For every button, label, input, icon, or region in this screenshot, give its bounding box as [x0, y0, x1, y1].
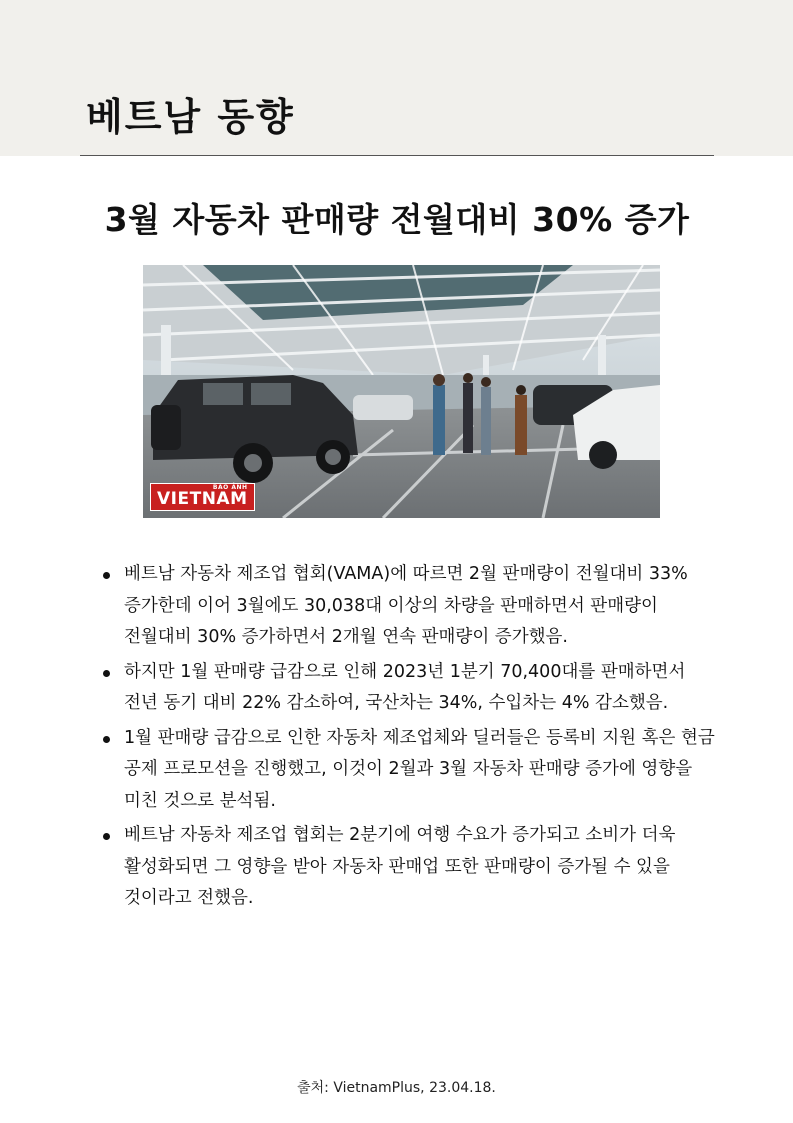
- bullet-text: 1월 판매량 급감으로 인한 자동차 제조업체와 딜러들은 등록비 지원 혹은 현금 공제 프로모션을 진행했고, 이것이 2월과 3월 자동차 판매량 증가에 영향을 미친 것으로 분석됨.: [124, 727, 715, 811]
- bullet-text: 하지만 1월 판매량 급감으로 인해 2023년 1분기 70,400대를 판매하면서 전년 동기 대비 22% 감소하여, 국산차는 34%, 수입차는 4% 감소했음.: [124, 661, 686, 713]
- article-bullet-list: [100, 559, 720, 918]
- photo-watermark-logo: [150, 483, 255, 511]
- list-item: [100, 559, 720, 654]
- article-photo: [143, 265, 660, 518]
- watermark-big-text: VIETNAM: [157, 489, 248, 509]
- section-title: 베트남 동향: [86, 95, 295, 139]
- list-item: [100, 820, 720, 915]
- bullet-text: 베트남 자동차 제조업 협회(VAMA)에 따르면 2월 판매량이 전월대비 33% 증가한데 이어 3월에도 30,038대 이상의 차량을 판매하면서 판매량이 전월대비 30% 증가하면서 2개월 연속 판매량이 증가했음.: [124, 564, 688, 647]
- bullet-dot-icon: [103, 833, 110, 840]
- parking-lot-photo-illustration: [143, 265, 660, 518]
- bullet-dot-icon: [103, 572, 110, 579]
- bullet-dot-icon: [103, 736, 110, 743]
- article-headline: 3월 자동차 판매량 전월대비 30% 증가: [104, 200, 690, 239]
- watermark-small-text: BÁO ẢNH: [212, 484, 248, 491]
- list-item: [100, 657, 720, 720]
- bullet-text: 베트남 자동차 제조업 협회는 2분기에 여행 수요가 증가되고 소비가 더욱 활성화되면 그 영향을 받아 자동차 판매업 또한 판매량이 증가될 수 있을 것이라고 전했음.: [124, 825, 676, 908]
- list-item: [100, 723, 720, 818]
- header-divider: [80, 155, 714, 156]
- bullet-dot-icon: [103, 670, 110, 677]
- source-citation: 출처: VietnamPlus, 23.04.18.: [297, 1080, 496, 1096]
